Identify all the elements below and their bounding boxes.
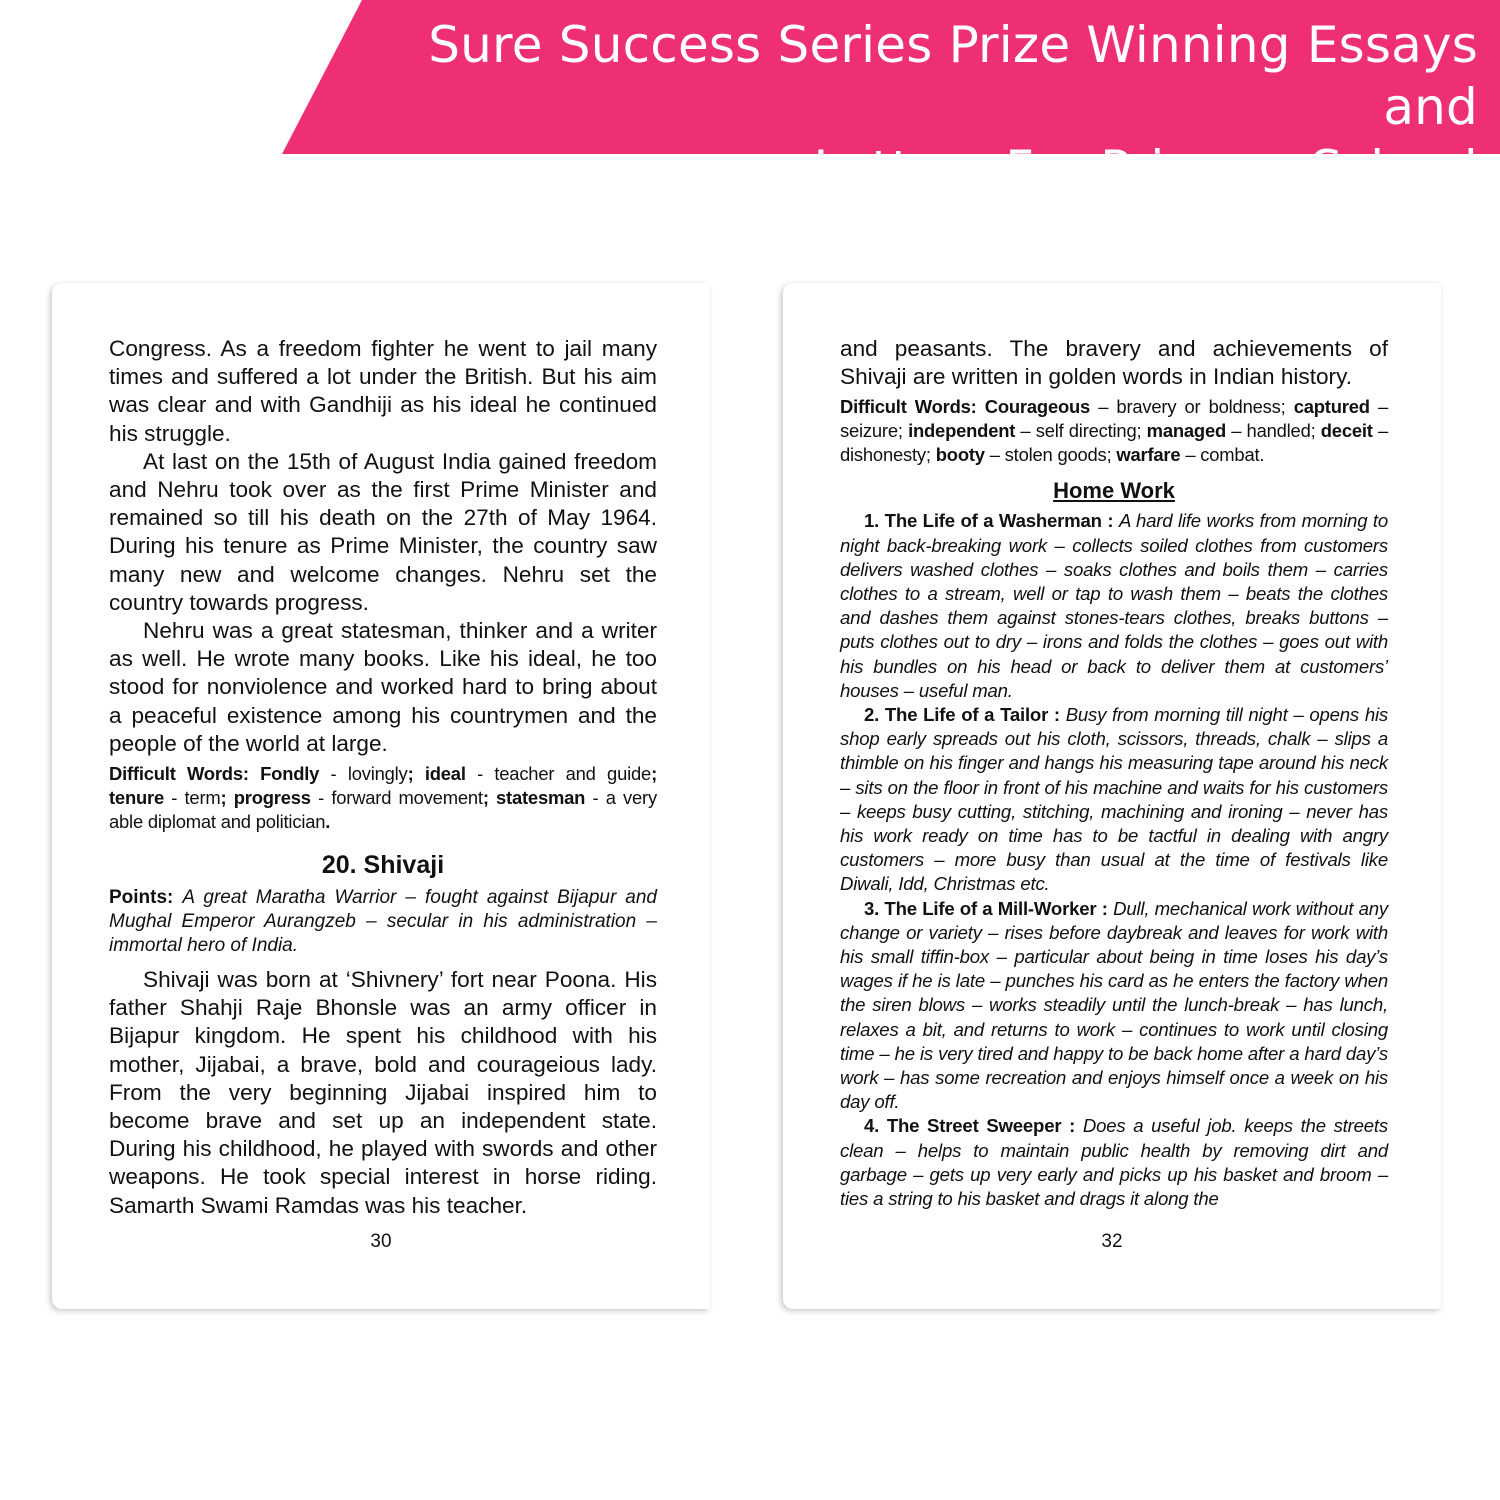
word: warfare [1116,444,1181,466]
word: statesman [496,787,586,809]
definition: - forward movement [310,787,483,809]
points [109,886,657,958]
difficult-words: Difficult Words: Fondly - lovingly; ideal - teacher and guide; tenure - term; progress - forward movement; statesman - a very able diplomat and politician. [109,763,657,833]
homework-item [840,509,1388,703]
word: booty [935,444,985,466]
definition: – stolen goods [984,444,1107,466]
page-number: 32 [1101,1231,1123,1252]
homework-item-title: 3. The Life of a Mill-Worker : [864,897,1108,919]
definition: - a very able diplomat and politician [109,787,657,833]
banner-title-line-2: Letters For Primary School [813,140,1478,198]
page-number: 30 [370,1231,392,1252]
word: deceit [1320,420,1373,442]
word: Fondly [260,763,320,785]
banner-title-line-1: Sure Success Series Prize Winning Essays and [428,16,1478,136]
difficult-words: Difficult Words: Courageous – bravery or boldness; captured – seizure; independent – self directing; managed – handled; deceit – dishonesty; booty – stolen goods; warfare – combat. [840,396,1388,466]
definition: - teacher and guide [465,763,652,785]
word: ideal [424,763,466,785]
word: progress [233,787,311,809]
homework-title: Home Work [1053,478,1175,504]
word: tenure [109,787,165,809]
definition: – combat. [1180,444,1265,466]
paragraph: At last on the 15th of August India gained freedom and Nehru took over as the first Prime Minister and remained so till his death on the 27th of May 1964. During his tenure as Prime Minister, the country saw many new and welcome changes. Nehru set the country towards progress. [109,448,657,615]
definition: – bravery or boldness [1090,396,1281,418]
definition: – handled [1226,420,1311,442]
page-left-content [109,335,657,1220]
word: managed [1146,420,1227,442]
word: independent [908,420,1016,442]
page-right-content [840,335,1388,1211]
paragraph: Shivaji was born at ‘Shivnery’ fort near Poona. His father Shahji Raje Bhonsle was an army officer in Bijapur kingdom. He spent his childhood with his mother, Jijabai, a brave, bold and courageious lady. From the very beginning Jijabai inspired him to become brave and set up an independent state. During his childhood, he played with swords and other weapons. He took special interest in horse riding. Samarth Swami Ramdas was his teacher. [109,967,657,1218]
definition: – dishonesty [840,420,1388,466]
definition: – seizure [840,396,1388,442]
homework-item [840,703,1388,897]
book-page-left [52,283,710,1309]
definition: – self directing [1015,420,1137,442]
homework-item-title: 2. The Life of a Tailor : [864,704,1060,726]
homework-item-text: Does a useful job. keeps the streets clean – helps to maintain public health by removing dirt and garbage – gets up very early and picks up his basket and broom – ties a string to his basket and drags it along the [840,1115,1388,1210]
points-label: Points: [109,887,174,909]
essay-title: 20. Shivaji [321,851,445,880]
word: Courageous [984,396,1091,418]
homework-item-title: 1. The Life of a Washerman : [864,510,1114,532]
homework-item-title: 4. The Street Sweeper : [864,1115,1076,1137]
banner-title [328,14,1478,200]
homework-item-text: Busy from morning till night – opens his shop early spreads out his cloth, scissors, threads, chalk – slips a thimble on his finger and hangs his measuring tape around his neck – sits on the floor in front of his machine and waits for his customers – keeps busy cutting, stitching, machining and ironing – never has his work ready on time has to be tactful in dealing with angry customers – more busy than usual at the time of festivals like Diwali, Idd, Christmas etc. [840,704,1388,895]
paragraph: Nehru was a great statesman, thinker and a writer as well. He wrote many books. Like his ideal, he too stood for nonviolence and worked hard to bring about a peaceful existence among his countrymen and the people of the world at large. [109,618,657,756]
title-banner [0,0,1500,198]
paragraph: Congress. As a freedom fighter he went to jail many times and suffered a lot under the British. But his aim was clear and with Gandhiji as his ideal he continued his struggle. [109,336,657,446]
points-text: A great Maratha Warrior – fought against Bijapur and Mughal Emperor Aurangzeb – secular in his administration – immortal hero of India. [109,887,658,957]
difficult-words-label: Difficult Words: [840,396,977,418]
book-page-right [783,283,1441,1309]
homework-item [840,897,1388,1115]
homework-item-text: A hard life works from morning to night back-breaking work – collects soiled clothes from customers delivers washed clothes – soaks clothes and boils them – carries clothes to a stream, well or tap to wash them – beats the clothes and dashes them against stones-tears clothes, breaks buttons – puts clothes out to dry – irons and folds the clothes – goes out with his bundles on his head or back to deliver them at customers’ houses – useful man. [840,510,1389,701]
homework-item [840,1114,1388,1211]
definition: - term [164,787,221,809]
homework-item-text: Dull, mechanical work without any change or variety – rises before daybreak and leaves for work with his small tiffin-box – particular about being in time loses his day’s wages if he is late – punches his card as he enters the factory when the siren blows – works steadily until the lunch-break – has lunch, relaxes a bit, and returns to work – continues to work until closing time – he is very tired and happy to be back home after a hard day’s work – has some recreation and enjoys himself once a week on his day off. [840,897,1388,1113]
paragraph: and peasants. The bravery and achievements of Shivaji are written in golden words in Indian history. [840,336,1388,390]
definition: - lovingly [319,763,408,785]
word: captured [1293,396,1370,418]
difficult-words-label: Difficult Words: [109,763,249,785]
